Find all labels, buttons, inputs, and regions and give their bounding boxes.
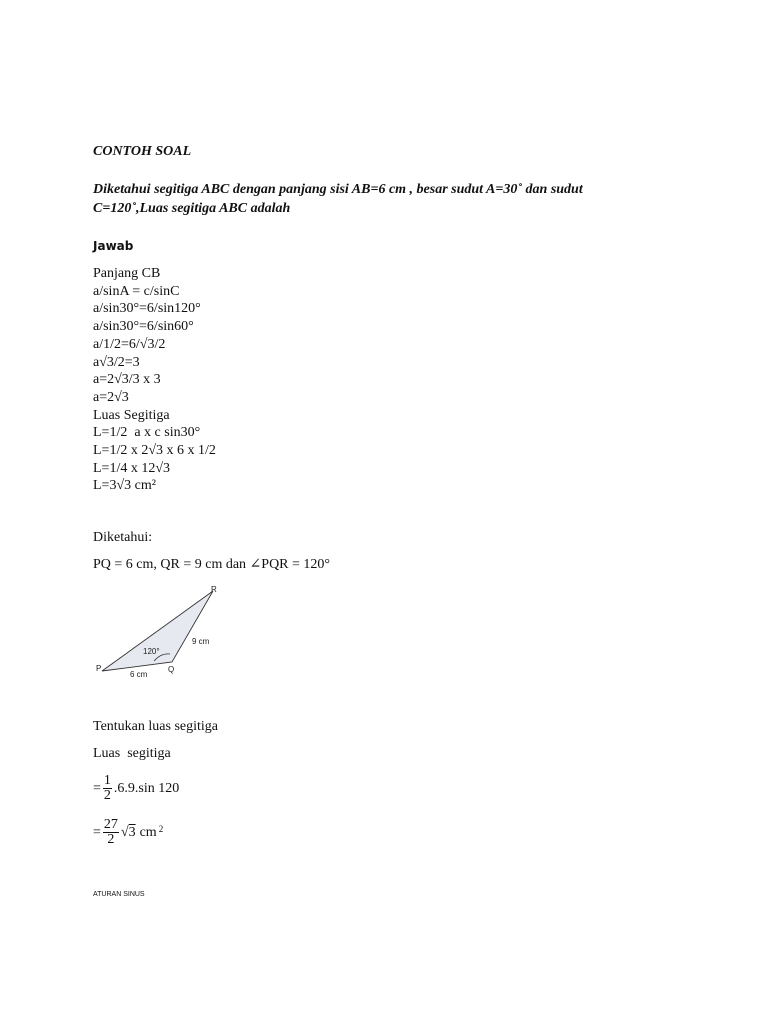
diketahui-label: Diketahui: [93,530,153,545]
step-line: L=1/2 a x c sin30° [93,425,201,441]
eq2-numerator: 27 [103,817,118,832]
step-line: L=1/4 x 12√3 [93,460,171,476]
footer-heading: ATURAN SINUS [93,891,145,898]
eq2-sqrt-sign: √ [120,824,129,840]
step-line: L=3√3 cm² [93,478,156,494]
task-text: Tentukan luas segitiga [93,719,218,734]
given-values: PQ = 6 cm, QR = 9 cm dan ∠PQR = 120° [93,557,331,572]
solution-steps [93,265,216,495]
step-line: L=1/2 x 2√3 x 6 x 1/2 [93,443,216,459]
side-pq-label: 6 cm [130,670,148,679]
equation-2 [93,818,163,847]
vertex-q-label: Q [168,665,175,674]
step-line: a/sinA = c/sinC [93,283,180,299]
eq2-fraction [103,818,119,847]
question-text: Diketahui segitiga ABC dengan panjang sisi AB=6 cm , besar sudut A=30˚ dan sudut C=120˚,Luas segitiga ABC adalah [93,182,583,216]
answer-label: Jawab [93,239,134,253]
step-line: a=2√3/3 x 3 [93,372,161,388]
area-label: Luas segitiga [93,746,171,761]
step-line: Luas Segitiga [93,407,170,423]
step-line: a/1/2=6/√3/2 [93,336,166,352]
triangle-shape [102,591,213,671]
eq1-denominator: 2 [103,788,111,803]
eq1-prefix: = [93,780,101,796]
vertex-p-label: P [96,664,102,673]
side-qr-label: 9 cm [192,637,210,646]
step-line: a√3/2=3 [93,354,140,370]
eq2-prefix: = [93,824,101,840]
eq2-unit: cm [139,824,157,840]
eq2-sqrt-value: 3 [128,824,136,840]
equation-1 [93,774,179,803]
vertex-r-label: R [211,585,217,594]
eq2-denominator: 2 [107,832,115,847]
page-title: CONTOH SOAL [93,144,192,159]
eq1-numerator: 1 [103,773,111,788]
eq1-fraction [103,774,112,803]
step-line: Panjang CB [93,266,161,281]
triangle-diagram [90,583,240,683]
eq2-unit-exponent: 2 [158,824,164,834]
step-line: a/sin30°=6/sin120° [93,301,201,317]
angle-q-label: 120° [143,647,160,656]
step-line: a=2√3 [93,389,129,405]
eq1-rest: .6.9.sin 120 [113,780,180,796]
step-line: a/sin30°=6/sin60° [93,319,194,335]
